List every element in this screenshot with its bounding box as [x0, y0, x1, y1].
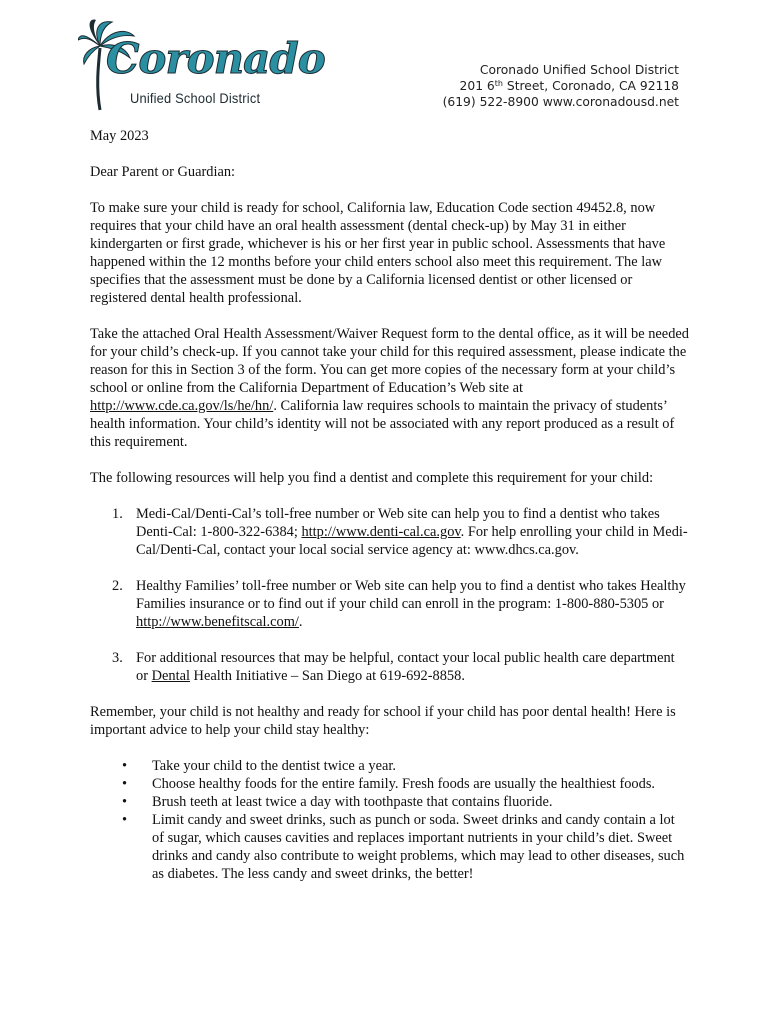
district-logo [78, 18, 325, 113]
list-item: • Take your child to the dentist twice a year. [122, 758, 396, 774]
bullet-icon: • [122, 776, 128, 792]
logo-subtitle: Unified School District [130, 90, 261, 106]
list-item: • Choose healthy foods for the entire family. Fresh foods are usually the healthiest foods. [122, 776, 656, 792]
list-item: • Limit candy and sweet drinks, such as punch or soda. Sweet drinks and candy contain a lot of sugar, which causes cavities and replaces important nutrients in your child’s diet. Sweet drinks and candy also contribute to weight problems, which may lead to other diseases, such as diabetes. The less candy and sweet drinks, the better! [122, 812, 685, 882]
benefitscal-link[interactable]: http://www.benefitscal.com/ [136, 614, 299, 630]
paragraph-form: Take the attached Oral Health Assessment/Waiver Request form to the dental office, as it will be needed for your child’s check-up. If you cannot take your child for this required assessment, please indicate the reason for this in Section 3 of the form. You can get more copies of the necessary form at your child’s school or online from the California Department of Education’s Web site at http://www.cde.ca.gov/ls/he/hn/. California law requires schools to maintain the privacy of students’ health information. Your child’s identity will not be associated with any report produced as a result of this requirement. [90, 326, 689, 450]
district-name: Coronado Unified School District [479, 63, 679, 77]
list-item: • Brush teeth at least twice a day with toothpaste that contains fluoride. [122, 794, 553, 810]
paragraph-resources-intro: The following resources will help you find a dentist and complete this requirement for your child: [90, 470, 654, 486]
bullet-icon: • [122, 794, 128, 810]
district-address-block [443, 62, 679, 110]
street-address [443, 78, 679, 94]
denti-cal-link[interactable]: http://www.denti-cal.ca.gov [301, 524, 461, 540]
bullet-icon: • [122, 758, 128, 774]
cde-link[interactable]: http://www.cde.ca.gov/ls/he/hn/ [90, 398, 274, 414]
resource-list [90, 505, 690, 685]
bullet-icon: • [122, 812, 128, 828]
list-item: 1. Medi-Cal/Denti-Cal’s toll-free number or Web site can help you to find a dentist who takes Denti-Cal: 1-800-322-6384; http://www.denti-cal.ca.gov. For help enrolling your child in Medi-Cal/Denti-Cal, contact your local social service agency at: www.dhcs.ca.gov. [112, 506, 688, 558]
logo-wordmark: Coronado [106, 34, 325, 83]
paragraph-advice-intro: Remember, your child is not healthy and ready for school if your child has poor dental health! Here is important advice to help your child stay healthy: [90, 704, 676, 738]
street-rest: Street, Coronado, CA 92118 [502, 79, 679, 93]
list-item: 2. Healthy Families’ toll-free number or Web site can help you to find a dentist who takes Healthy Families insurance or to find out if your child can enroll in the program: 1-800-880-5305 or http://www.benefitscal.com/. [112, 578, 686, 630]
dental-underlined: Dental [151, 668, 190, 684]
street-ordinal: th [494, 79, 503, 88]
list-item: 3. For additional resources that may be helpful, contact your local public health care department or Dental Health Initiative – San Diego at 619-692-8858. [112, 650, 675, 684]
salutation: Dear Parent or Guardian: [90, 164, 236, 180]
letter-body [90, 127, 690, 883]
advice-list [90, 757, 690, 883]
paragraph-law: To make sure your child is ready for school, California law, Education Code section 49452.8, now requires that your child have an oral health assessment (dental check-up) by May 31 in either kindergarten or first grade, whichever is his or her first year in public school. Assessments that have happened within the 12 months before your child enters school also meet this requirement. The law specifies that the assessment must be done by a California licensed dentist or other licensed or registered dental health professional. [90, 200, 666, 306]
contact-line: (619) 522-8900 www.coronadousd.net [442, 95, 679, 109]
letter-date: May 2023 [90, 128, 149, 144]
street-number: 201 6 [459, 79, 495, 93]
